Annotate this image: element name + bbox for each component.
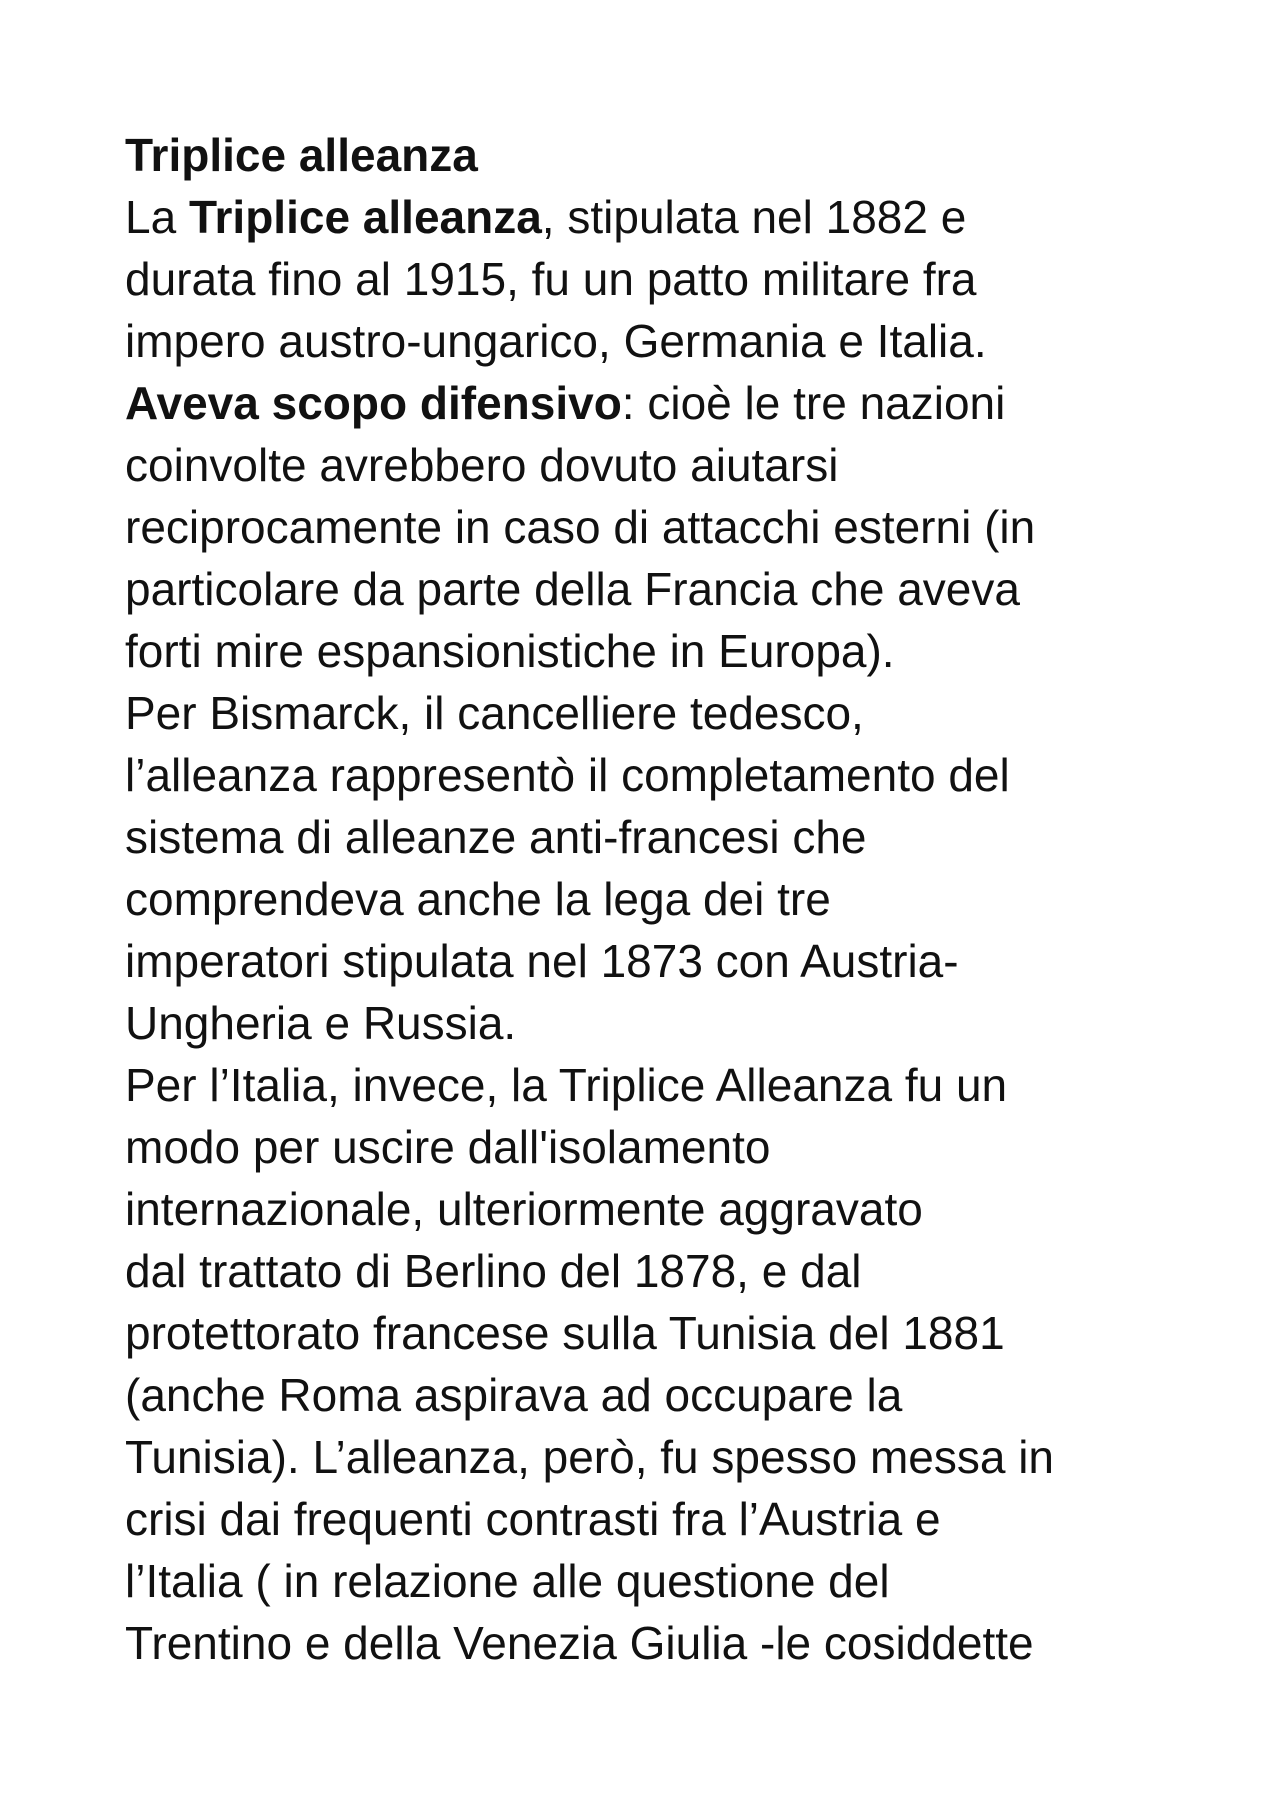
text-line: Per Bismarck, il cancelliere tedesco, xyxy=(125,687,864,739)
text-line: (anche Roma aspirava ad occupare la xyxy=(125,1369,903,1421)
text-line: internazionale, ulteriormente aggravato xyxy=(125,1183,923,1235)
bold-term: Triplice alleanza xyxy=(188,191,542,243)
text-line: l’alleanza rappresentò il completamento del xyxy=(125,749,1010,801)
text-line: imperatori stipulata nel 1873 con Austria- xyxy=(125,935,959,987)
text-line: La Triplice alleanza, stipulata nel 1882 e xyxy=(125,191,967,243)
text-line: Tunisia). L’alleanza, però, fu spesso messa in xyxy=(125,1431,1055,1483)
text-line: reciprocamente in caso di attacchi esterni (in xyxy=(125,501,1036,553)
text-line: Ungheria e Russia. xyxy=(125,997,517,1049)
bold-term: Aveva scopo difensivo xyxy=(125,377,622,429)
text-line: durata fino al 1915, fu un patto militare fra xyxy=(125,253,977,305)
text-line: dal trattato di Berlino del 1878, e dal xyxy=(125,1245,862,1297)
document-page xyxy=(125,124,1245,1674)
text-line: impero austro-ungarico, Germania e Italia. xyxy=(125,315,987,367)
text-line: coinvolte avrebbero dovuto aiutarsi xyxy=(125,439,839,491)
text-line: sistema di alleanze anti-francesi che xyxy=(125,811,867,863)
text-line: Trentino e della Venezia Giulia -le cosiddette xyxy=(125,1617,1034,1669)
text-line: comprendeva anche la lega dei tre xyxy=(125,873,831,925)
text-line: forti mire espansionistiche in Europa). xyxy=(125,625,895,677)
text-line: Per l’Italia, invece, la Triplice Alleanza fu un xyxy=(125,1059,1008,1111)
text-line: particolare da parte della Francia che aveva xyxy=(125,563,1020,615)
text-line: modo per uscire dall'isolamento xyxy=(125,1121,771,1173)
text-line: Aveva scopo difensivo: cioè le tre nazioni xyxy=(125,377,1006,429)
document-title: Triplice alleanza xyxy=(125,129,478,181)
text-line: crisi dai frequenti contrasti fra l’Austria e xyxy=(125,1493,941,1545)
text-line: protettorato francese sulla Tunisia del 1881 xyxy=(125,1307,1005,1359)
text-line: l’Italia ( in relazione alle questione del xyxy=(125,1555,890,1607)
